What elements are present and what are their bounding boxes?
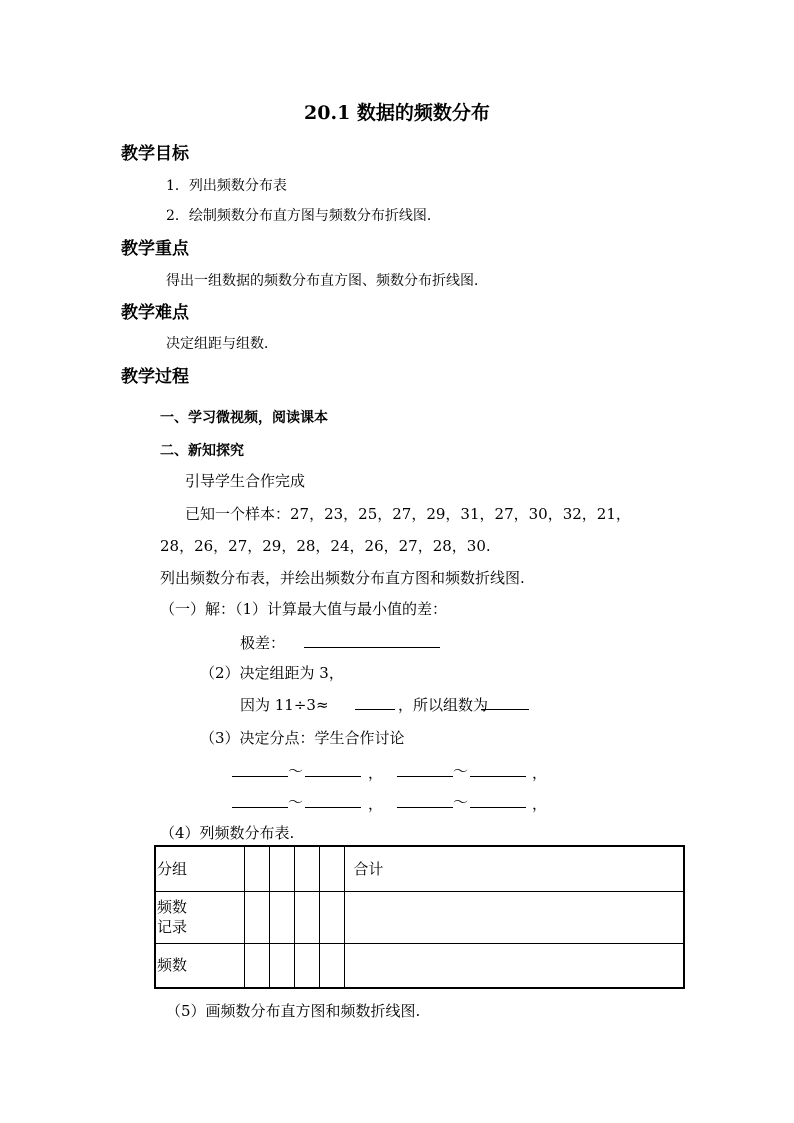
solution-step-3: （3）决定分点：学生合作讨论 [200,729,405,747]
tilde-sign: ～ [453,762,469,780]
split-blank[interactable] [397,791,453,808]
solution-step-4: （4）列频数分布表. [160,824,295,842]
because-text: 因为 11÷3≈ [240,696,329,714]
table-cell[interactable] [245,891,270,943]
row-label-group: 分组 [155,846,245,891]
split-blank[interactable] [470,791,526,808]
table-cell[interactable] [245,846,270,891]
key-points-text: 得出一组数据的频数分布直方图、频数分布折线图． [166,273,488,289]
row-label-tally-line2: 记录 [157,918,188,936]
table-row [155,846,684,891]
sample-line-1: 已知一个样本：27，23，25，27，29，31，27，30，32，21， [185,505,631,523]
table-cell[interactable] [245,943,270,988]
comma: ， [532,795,548,813]
tilde-sign: ～ [288,762,304,780]
table-cell[interactable] [320,846,345,891]
range-blank[interactable] [304,631,440,648]
split-blank[interactable] [397,760,453,777]
table-cell[interactable] [270,846,295,891]
solution-step-2: （2）决定组距为 3， [200,664,344,682]
sample-line-2: 28，26，27，29，28，24，26，27，28，30. [160,537,491,555]
table-cell[interactable] [270,943,295,988]
table-cell[interactable] [295,846,320,891]
table-cell[interactable] [295,891,320,943]
objective-item-1: 1．列出频数分布表 [166,178,287,194]
row-label-tally [155,891,245,943]
so-groups-text: ，所以组数为 [398,696,489,714]
split-blank[interactable] [305,760,361,777]
split-blank[interactable] [232,791,288,808]
table-row [155,943,684,988]
task-text: 列出频数分布表，并绘出频数分布直方图和频数折线图. [160,569,525,587]
solution-step-5: （5）画频数分布直方图和频数折线图. [166,1002,421,1020]
split-blank[interactable] [305,791,361,808]
quotient-blank[interactable] [355,693,395,710]
total-header: 合计 [345,846,684,891]
split-blank[interactable] [232,760,288,777]
split-blank[interactable] [470,760,526,777]
groups-blank[interactable] [481,693,529,710]
process-heading: 教学过程 [121,367,189,387]
difficulties-text: 决定组距与组数． [166,336,278,352]
comma: ， [368,764,384,782]
objectives-heading: 教学目标 [121,144,189,164]
solution-step-1: （一）解：（1）计算最大值与最小值的差： [160,600,448,618]
objective-item-2: 2．绘制频数分布直方图与频数分布折线图． [166,208,441,224]
guide-text: 引导学生合作完成 [185,472,306,490]
step-2-heading: 二、新知探究 [160,443,244,459]
comma: ， [368,795,384,813]
tilde-sign: ～ [453,793,469,811]
table-cell[interactable] [320,891,345,943]
row-label-tally-line1: 频数 [157,898,188,916]
table-cell[interactable] [270,891,295,943]
tilde-sign: ～ [288,793,304,811]
table-cell[interactable] [320,943,345,988]
table-row [155,891,684,943]
comma: ， [532,764,548,782]
key-points-heading: 教学重点 [121,239,189,259]
difficulties-heading: 教学难点 [121,303,189,323]
range-label: 极差： [240,634,286,652]
table-cell[interactable] [295,943,320,988]
table-cell[interactable] [345,891,684,943]
row-label-frequency: 频数 [155,943,245,988]
step-1-heading: 一、学习微视频，阅读课本 [160,410,328,426]
table-cell[interactable] [345,943,684,988]
page-title: 20.1 数据的频数分布 [304,102,490,124]
frequency-table [154,845,685,989]
